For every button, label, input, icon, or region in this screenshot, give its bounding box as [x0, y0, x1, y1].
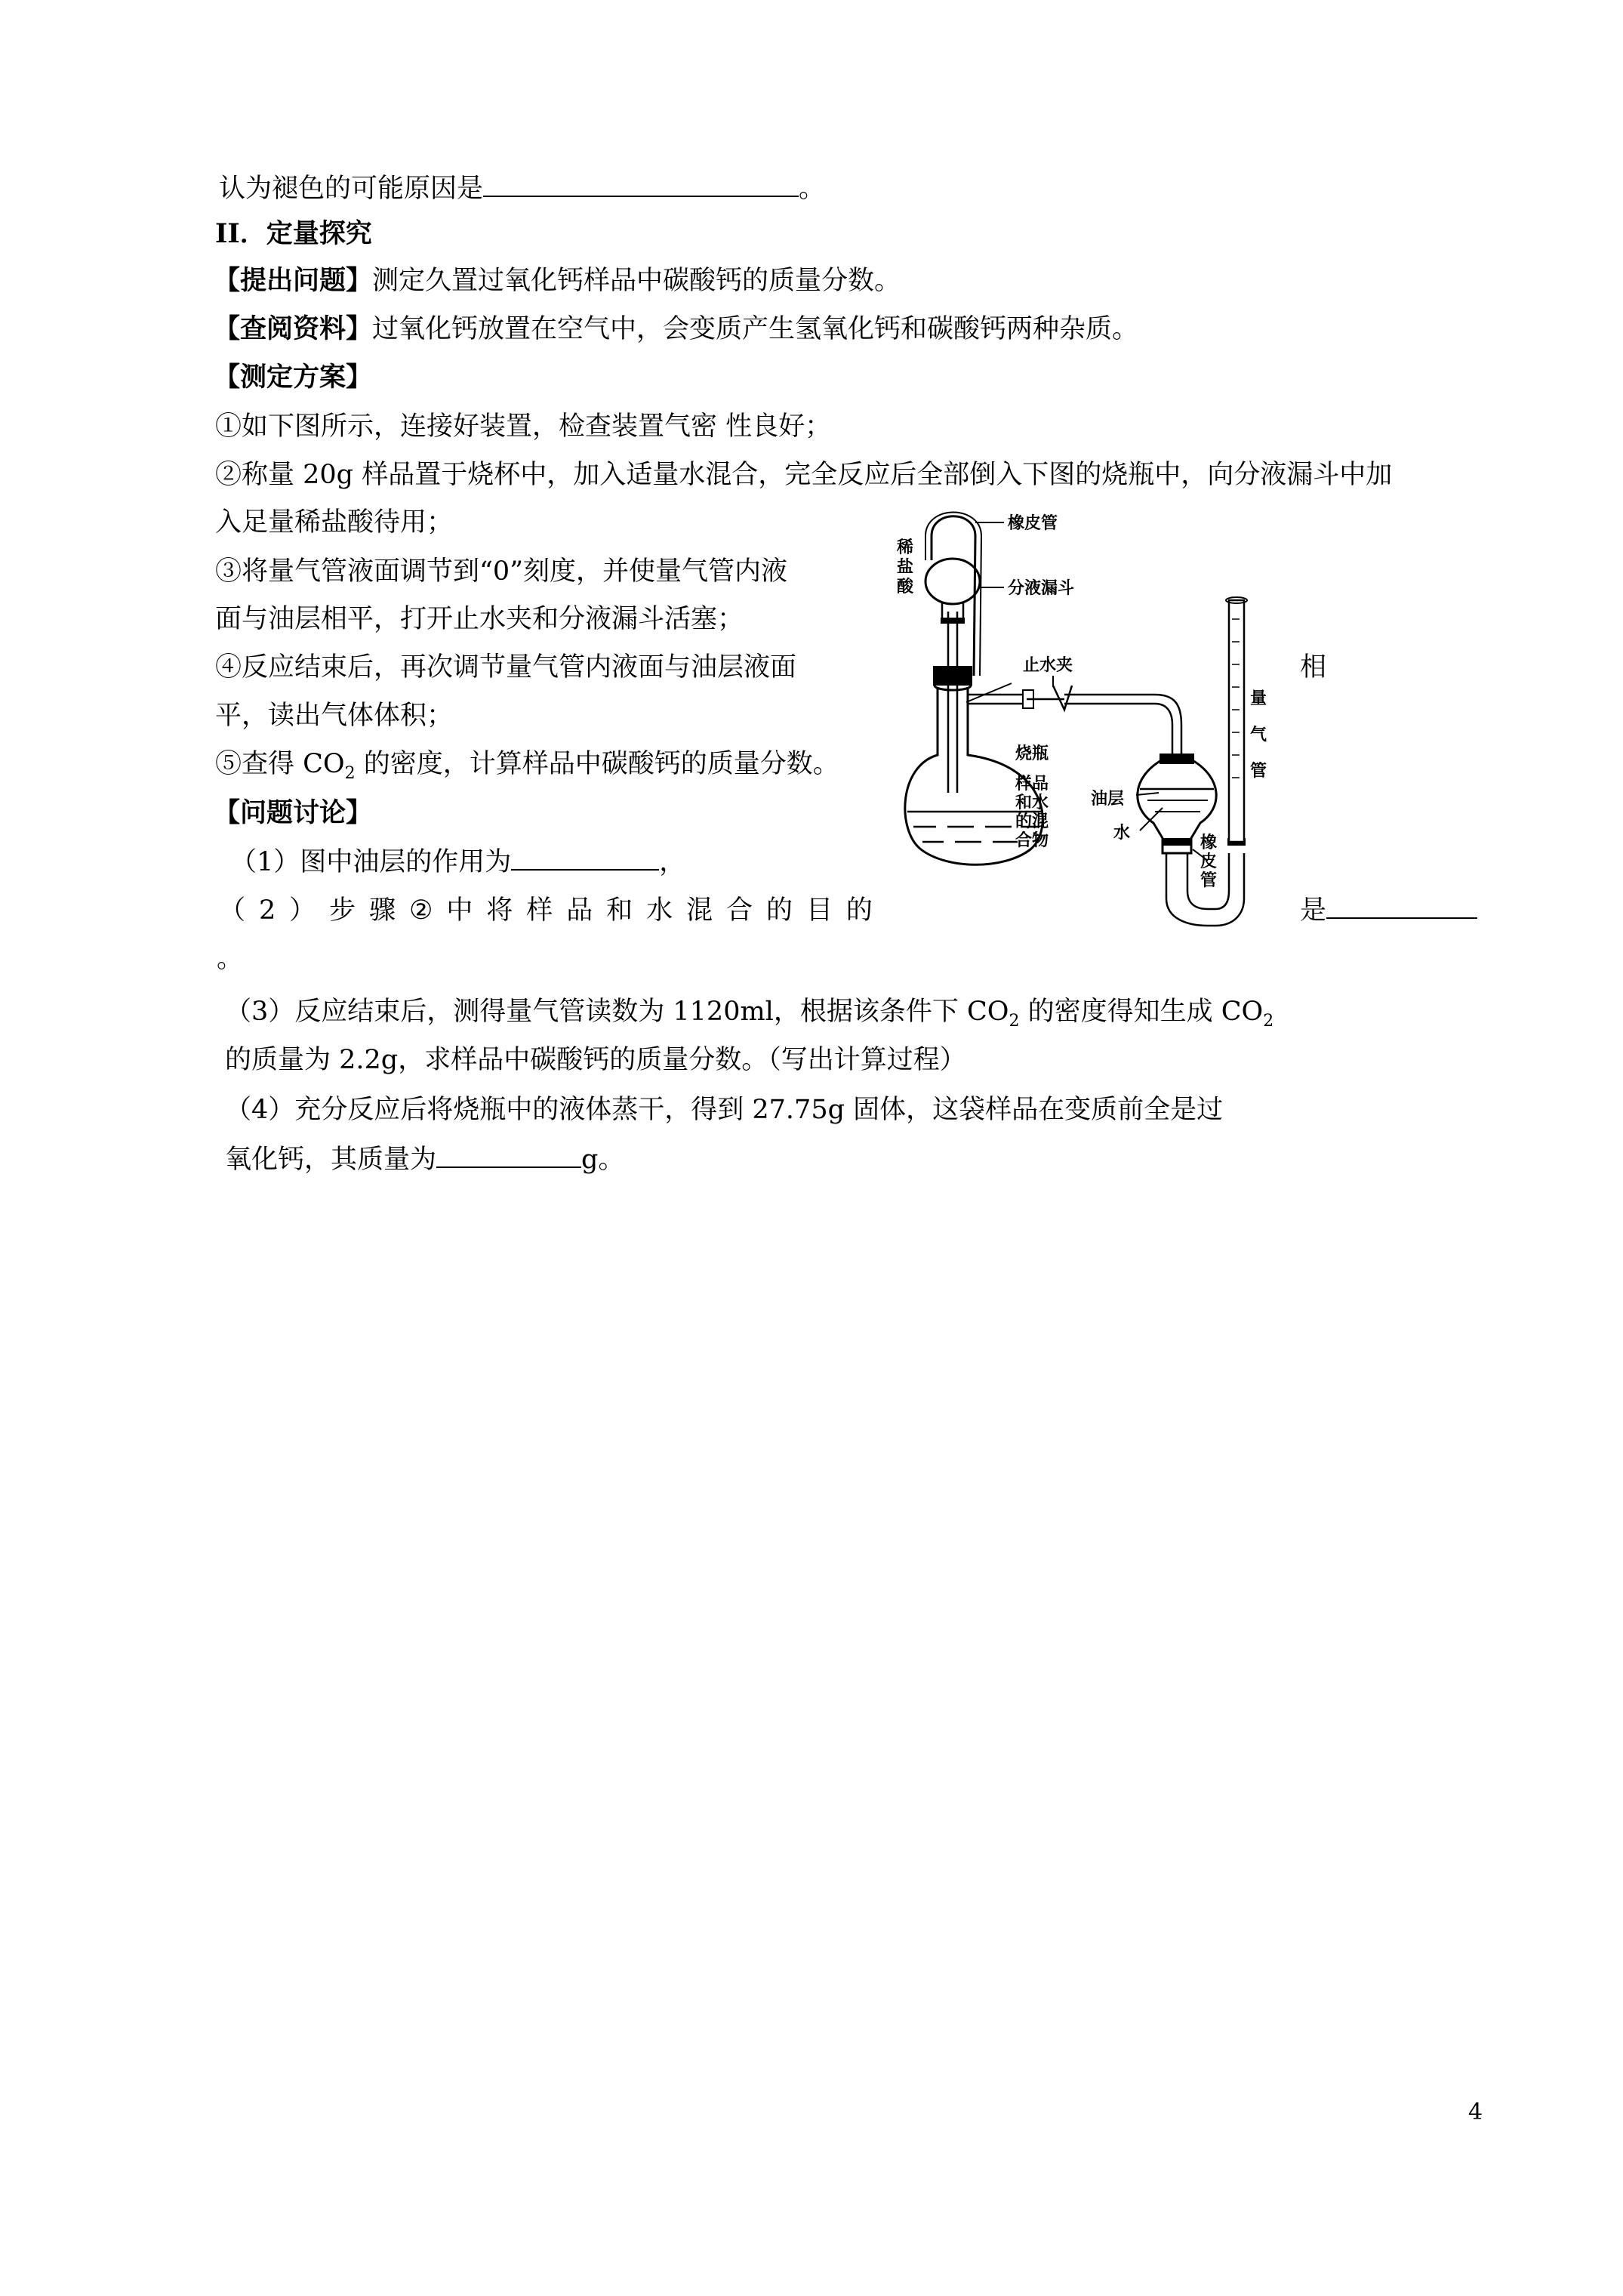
label-clamp: 止水夹	[1023, 656, 1073, 675]
label-oil-layer: 油层	[1091, 790, 1125, 809]
step-4-line-1: ④反应结束后，再次调节量气管内液面与油层液面	[215, 652, 797, 683]
step-3-line-1: ③将量气管液面调节到“0”刻度，并使量气管内液	[215, 556, 788, 587]
label-rubber-tube-bottom-2: 皮	[1200, 852, 1218, 871]
label-mixture-1: 样品	[1015, 775, 1049, 794]
label-rubber-tube-top: 橡皮管	[1008, 514, 1058, 533]
label-rubber-tube-bottom-3: 管	[1200, 871, 1218, 890]
label-gas-tube-3: 管	[1250, 762, 1267, 781]
question-2-spread: （ 2 ） 步 骤 ② 中 将 样 品 和 水 混 合 的 目 的	[219, 895, 873, 926]
reference-line: 【查阅资料】过氧化钙放置在空气中，会变质产生氢氧化钙和碳酸钙两种杂质。	[214, 313, 1139, 344]
answer-blank[interactable]	[436, 1144, 581, 1168]
question-1: （1）图中油层的作用为 ，	[230, 847, 686, 877]
question-3-line-1: （3）反应结束后，测得量气管读数为 1120ml，根据该条件下 $CO_2$ 的密度得知生成 $CO_2$	[225, 997, 1274, 1031]
page-number: 4	[1468, 2099, 1483, 2125]
label-water: 水	[1113, 824, 1131, 843]
label-mixture-3: 的混	[1015, 812, 1049, 831]
label-mixture-4: 合物	[1015, 831, 1049, 850]
answer-blank[interactable]	[483, 173, 799, 197]
label-mixture-2: 和水	[1015, 794, 1049, 812]
question-2-end: 。	[217, 944, 244, 974]
plan-title: 【测定方案】	[214, 362, 373, 393]
label-gas-tube-2: 气	[1250, 726, 1267, 744]
step-4-right: 相	[1300, 652, 1327, 683]
step-5: ⑤查得 $CO_2$ 的密度，计算样品中碳酸钙的质量分数。	[215, 749, 839, 783]
section-title: II．定量探究	[215, 218, 372, 249]
label-dilute-acid-3: 酸	[897, 578, 914, 596]
label-gas-tube-1: 量	[1250, 689, 1267, 708]
step-2-line-2: 入足量稀盐酸待用；	[215, 507, 454, 538]
label-flask: 烧瓶	[1015, 744, 1049, 763]
answer-blank[interactable]	[1326, 895, 1477, 919]
step-3-line-2: 面与油层相平，打开止水夹和分液漏斗活塞；	[215, 604, 744, 634]
question-4-line-2: 氧化钙，其质量为 g。	[225, 1145, 625, 1175]
separatory-funnel	[925, 559, 980, 604]
answer-blank[interactable]	[511, 846, 659, 871]
apparatus-diagram	[891, 506, 1344, 929]
step-1: ①如下图所示，连接好装置，检查装置气密 性良好；	[215, 411, 832, 442]
question-4-line-1: （4）充分反应后将烧瓶中的液体蒸干，得到 27.75g 固体，这袋样品在变质前全是过	[225, 1095, 1224, 1125]
rubber-tube-arc	[932, 516, 975, 676]
line-top: 认为褪色的可能原因是 。	[219, 174, 826, 204]
flask-stopper	[933, 666, 972, 686]
question-2-right: 是	[1300, 894, 1477, 927]
label-rubber-tube-bottom-1: 橡	[1200, 834, 1218, 852]
gas-measuring-tube	[1229, 600, 1244, 842]
label-dilute-acid-1: 稀	[897, 538, 914, 557]
step-4-line-2: 平，读出气体体积；	[215, 701, 454, 731]
step-2-line-1: ②称量 20g 样品置于烧杯中，加入适量水混合，完全反应后全部倒入下图的烧瓶中，向分液漏斗中加	[215, 460, 1393, 490]
question-3-line-2: 的质量为 2.2g，求样品中碳酸钙的质量分数。（写出计算过程）	[225, 1045, 966, 1075]
problem-line: 【提出问题】测定久置过氧化钙样品中碳酸钙的质量分数。	[214, 265, 901, 296]
label-dilute-acid-2: 盐	[897, 558, 914, 577]
discussion-title: 【问题讨论】	[214, 797, 373, 828]
label-funnel: 分液漏斗	[1008, 579, 1075, 598]
